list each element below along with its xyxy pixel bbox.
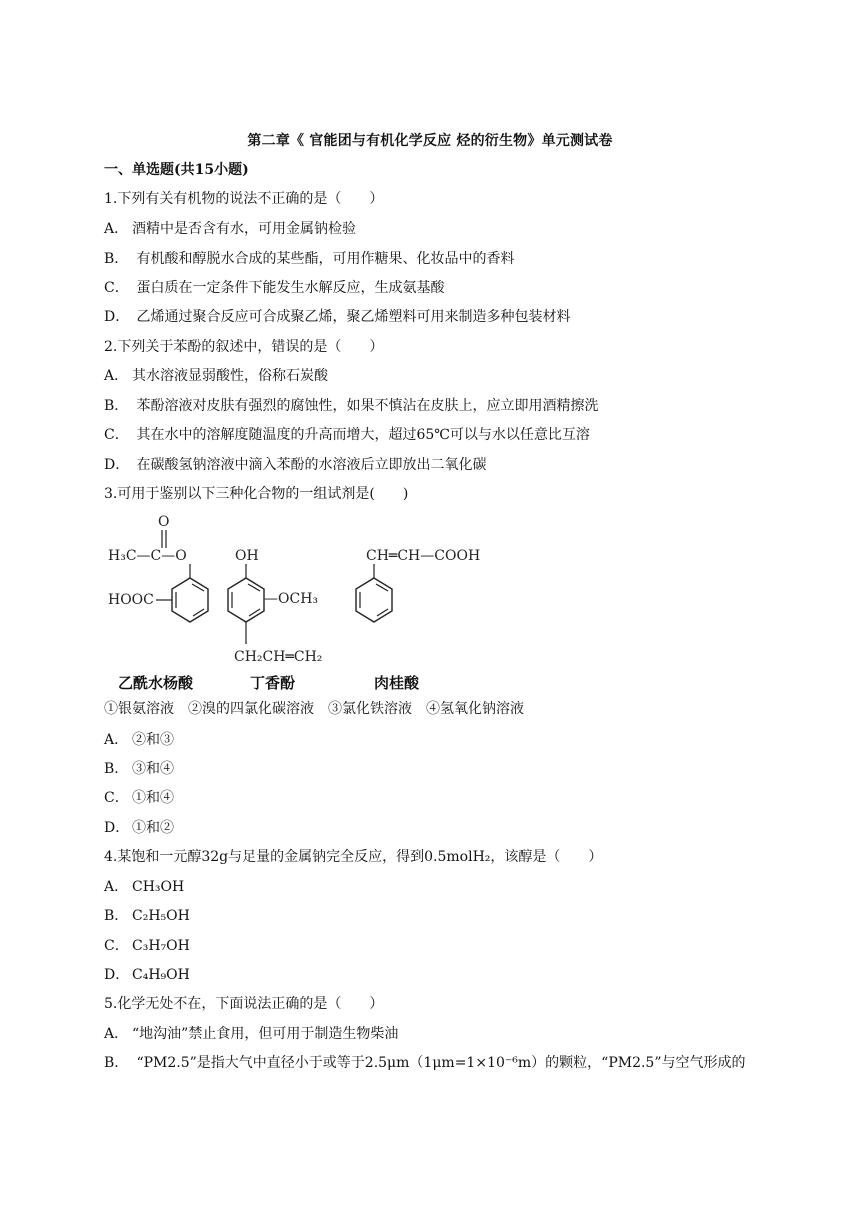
option-label: A．	[104, 368, 129, 384]
question-2-option-d	[104, 456, 486, 474]
question-2-option-c	[104, 426, 590, 444]
question-3-reagents: ①银氨溶液 ②溴的四氯化碳溶液 ③氯化铁溶液 ④氢氧化钠溶液	[104, 701, 524, 717]
option-text: 蛋白质在一定条件下能发生水解反应，生成氨基酸	[132, 280, 445, 296]
option-label: D．	[104, 967, 130, 983]
question-3-option-b	[104, 760, 174, 778]
allyl-chain-label: CH₂CH═CH₂	[234, 649, 323, 665]
chemical-structures-figure	[100, 512, 520, 696]
acetyl-group-label: H₃C—C—O	[108, 548, 187, 564]
option-text: 酒精中是否含有水，可用金属钠检验	[132, 221, 356, 237]
option-label: B．	[104, 398, 129, 414]
question-3-option-a	[104, 731, 174, 749]
option-label: D．	[104, 457, 130, 473]
hydroxyl-label: OH	[235, 548, 259, 564]
structure-name-aspirin: 乙酰水杨酸	[118, 674, 194, 692]
structure-name-cinnamic-acid: 肉桂酸	[374, 674, 420, 692]
option-text: ①和②	[132, 820, 174, 836]
acrylic-chain-label: CH═CH—COOH	[366, 548, 481, 564]
option-label: B．	[104, 761, 129, 777]
option-label: D．	[104, 820, 130, 836]
option-text: ③和④	[132, 761, 174, 777]
option-label: B．	[104, 908, 129, 924]
option-label: A．	[104, 221, 129, 237]
question-4-stem: 4.某饱和一元醇32g与足量的金属钠完全反应，得到0.5molH₂，该醇是（ ）	[104, 849, 603, 865]
option-label: C．	[104, 790, 129, 806]
question-4-option-d	[104, 966, 190, 984]
option-label: C．	[104, 427, 129, 443]
option-label: A．	[104, 732, 129, 748]
structure-name-eugenol: 丁香酚	[250, 674, 296, 692]
option-text: “地沟油”禁止食用，但可用于制造生物柴油	[132, 1026, 399, 1042]
page-title: 第二章《 官能团与有机化学反应 烃的衍生物》单元测试卷	[247, 133, 613, 149]
option-label: D．	[104, 309, 130, 325]
question-3-option-d	[104, 819, 174, 837]
option-label: B．	[104, 251, 129, 267]
question-5-option-b	[104, 1054, 746, 1072]
question-2-option-b	[104, 397, 598, 415]
option-label: B．	[104, 1055, 129, 1071]
option-text: CH₃OH	[132, 879, 185, 895]
option-text: 在碳酸氢钠溶液中滴入苯酚的水溶液后立即放出二氧化碳	[132, 457, 487, 473]
option-text: ②和③	[132, 732, 174, 748]
question-1-option-b	[104, 250, 514, 268]
question-4-option-a	[104, 878, 184, 896]
option-text: C₃H₇OH	[132, 938, 190, 954]
question-1-option-a	[104, 220, 356, 238]
question-1-option-c	[104, 279, 444, 297]
option-text: “PM2.5”是指大气中直径小于或等于2.5μm（1μm=1×10⁻⁶m）的颗粒，“PM2.5”与空气形成的	[132, 1055, 746, 1071]
structure-eugenol	[228, 548, 322, 692]
option-label: A．	[104, 879, 129, 895]
question-3-stem: 3.可用于鉴别以下三种化合物的一组试剂是( )	[104, 486, 409, 502]
option-label: C．	[104, 280, 129, 296]
option-text: 其在水中的溶解度随温度的升高而增大，超过65℃可以与水以任意比互溶	[132, 427, 590, 443]
option-text: ①和④	[132, 790, 174, 806]
option-text: C₄H₉OH	[132, 967, 190, 983]
question-4-option-c	[104, 937, 190, 955]
option-text: 其水溶液显弱酸性，俗称石炭酸	[132, 368, 328, 384]
question-2-option-a	[104, 367, 328, 385]
carbonyl-oxygen-label: O	[158, 514, 170, 530]
methoxy-label: —OCH₃	[264, 591, 319, 607]
question-1-stem: 1.下列有关有机物的说法不正确的是（ ）	[104, 191, 384, 207]
option-text: C₂H₅OH	[132, 908, 190, 924]
structure-aspirin	[108, 514, 208, 692]
question-3-option-c	[104, 789, 174, 807]
question-4-option-b	[104, 907, 190, 925]
option-label: C．	[104, 938, 129, 954]
question-5-stem: 5.化学无处不在，下面说法正确的是（ ）	[104, 996, 384, 1012]
option-text: 有机酸和醇脱水合成的某些酯，可用作糖果、化妆品中的香料	[132, 251, 515, 267]
question-5-option-a	[104, 1025, 398, 1043]
structure-cinnamic-acid	[356, 548, 480, 692]
option-text: 苯酚溶液对皮肤有强烈的腐蚀性，如果不慎沾在皮肤上，应立即用酒精擦洗	[132, 398, 599, 414]
question-2-stem: 2.下列关于苯酚的叙述中，错误的是（ ）	[104, 339, 384, 355]
question-1-option-d	[104, 308, 570, 326]
option-label: A．	[104, 1026, 129, 1042]
option-text: 乙烯通过聚合反应可合成聚乙烯，聚乙烯塑料可用来制造多种包装材料	[132, 309, 571, 325]
section-heading: 一、单选题(共15小题)	[104, 162, 249, 178]
carboxyl-group-label: HOOC	[108, 592, 154, 608]
